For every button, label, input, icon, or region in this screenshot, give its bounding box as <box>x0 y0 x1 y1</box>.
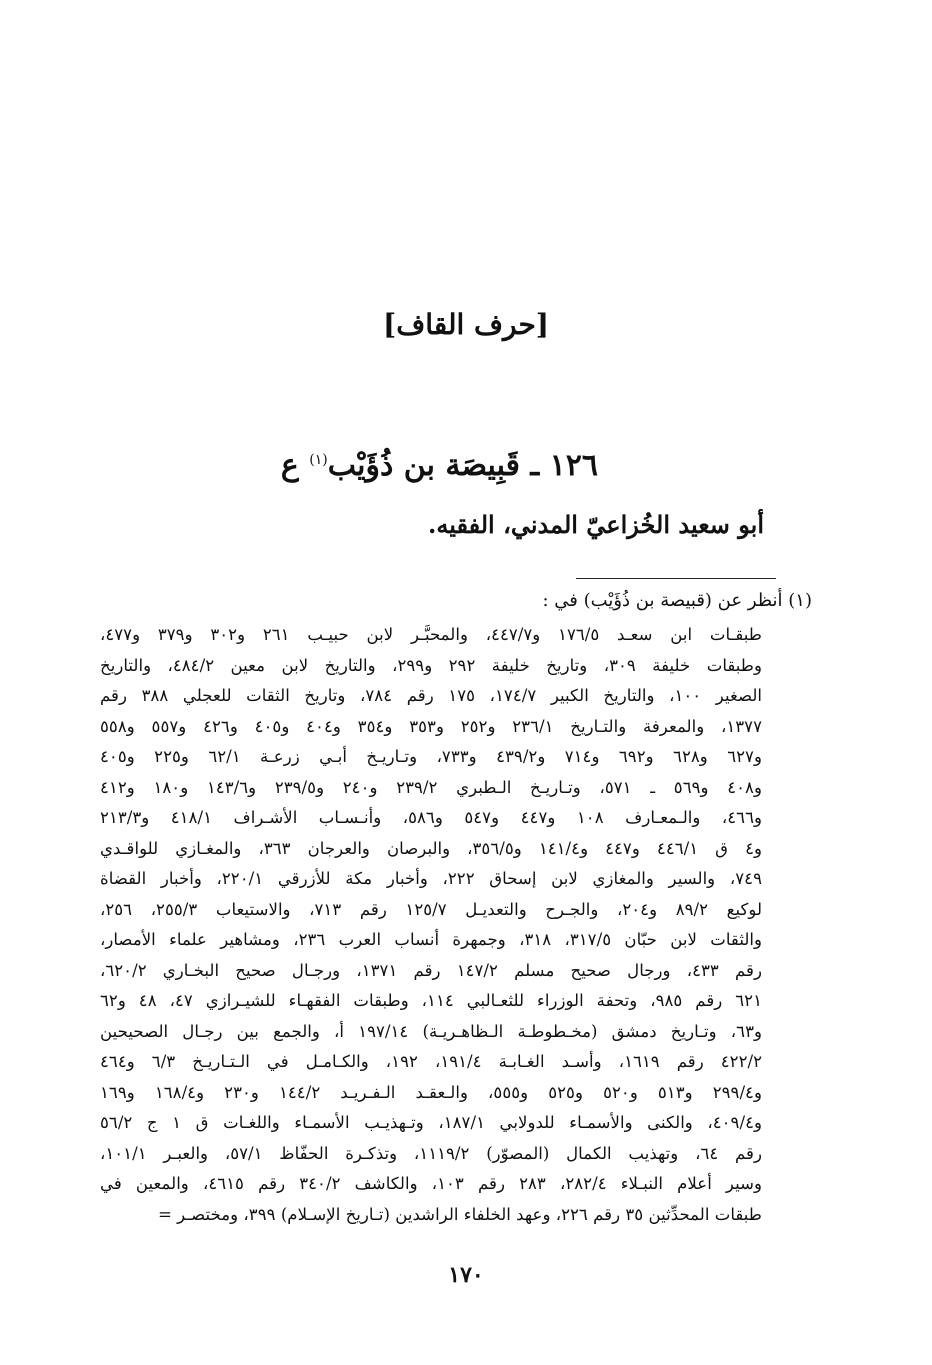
footnote-line: و٤٦٦، والـمعـارف ١٠٨ و٤٤٧ و٥٤٧ و٥٨٦، وأنـسـاب الأشـراف ٤١٨/١ و٢١٣/٣ <box>100 808 762 827</box>
entry-title-text: ١٢٦ ـ قَبِيصَة بن ذُؤَيْب <box>327 448 598 483</box>
footnote-separator <box>576 578 776 579</box>
entry-subtitle: أبو سعيد الخُزاعيّ المدني، الفقيه. <box>427 510 764 539</box>
footnote-line: ٦٢١ رقم ٩٨٥، وتحفة الوزراء للثعـالبي ١١٤، وطبقات الفقهـاء للشيـرازي ٤٧، ٤٨ و٦٢ <box>100 991 762 1010</box>
footnote-line: ٧٤٩، والسير والمغازي لابن إسحاق ٢٢٢، وأخبار مكة للأزرقي ٢٢٠/١، وأخبار القضاة <box>100 869 762 888</box>
footnote-lead: (١) أنظر عن (قبيصة بن ذُؤَيْب) في : <box>542 590 812 611</box>
section-heading: [حرف القاف] <box>382 308 550 341</box>
footnote-line: طبقات المحدِّثين ٣٥ رقم ٢٢٦، وعهد الخلفاء الراشدين (تـاريخ الإسـلام) ٣٩٩، ومختصـر = <box>157 1204 762 1224</box>
footnote-marker: (١) <box>309 452 328 468</box>
page-number: ١٧٠ <box>448 1262 484 1288</box>
footnote-line: طبقـات ابن سعـد ١٧٦/٥ و٤٤٧/٧، والمحبَّـر لابن حبيـب ٢٦١ و٣٠٢ و٣٧٩ و٤٧٧، <box>100 625 762 644</box>
entry-code: ع <box>280 448 310 483</box>
footnote-line: و٤ ق ٤٤٦/١ و٤٤٧ و١٤١/٤ و٣٥٦/٥، والبرصان والعرجان ٣٦٣، والمغـازي للواقـدي <box>100 838 762 858</box>
footnote-line: الصغير ١٠٠، والتاريخ الكبير ١٧٤/٧، ١٧٥ رقم ٧٨٤، وتاريخ الثقات للعجلي ٣٨٨ رقم <box>100 686 762 705</box>
footnote-line: و٦٢٧ و٦٢٨ و٦٩٢ و٧١٤ و٤٣٩/٢ و٧٣٣، وتـاريـخ أبـي زرعـة ٦٢/١ و٢٢٥ و٤٠٥ <box>100 747 762 766</box>
footnote-line: و٤٠٩/٤، والكنى والأسمـاء للدولابي ١٨٧/١، وتـهذيـب الأسمـاء واللغـات ق ١ ج ٥٦/٢ <box>100 1113 762 1132</box>
footnote-line: ٤٢٢/٢ رقم ١٦١٩، وأسـد الغـابـة ١٩١/٤، ١٩٢، والكـامـل في الـتـاريـخ ٦/٣ و٤٦٤ <box>100 1052 762 1071</box>
footnote-line: و٦٣، وتـاريخ دمشق (مخـطوطـة الـظاهـريـة) ١٩٧/١٤ أ، والجمع بين رجـال الصحيحين <box>100 1021 762 1041</box>
footnote-line: رقم ٦٤، وتهذيب الكمال (المصوّر) ١١١٩/٢، وتذكـرة الحفّاظ ٥٧/١، والعبـر ١٠١/١، <box>100 1143 762 1163</box>
footnote-line: و٢٩٩/٤ و٥١٣ و٥٢٠ و٥٢٥ و٥٥٥، والـعقـد الـفـريـد ١٤٤/٢ و٢٣٠ و١٦٨/٤ و١٦٩ <box>100 1082 762 1102</box>
footnote-line: رقم ٤٣٣، ورجال صحيح مسلم ١٤٧/٢ رقم ١٣٧١، ورجـال صحيح البخـاري ٦٢٠/٢، <box>100 960 762 980</box>
footnote-line: وسير أعلام النبـلاء ٢٨٢/٤، ٢٨٣ رقم ١٠٣، والكاشف ٣٤٠/٢ رقم ٤٦١٥، والمعين في <box>100 1174 762 1193</box>
footnote-line: و٤٠٨ و٥٦٩ ـ ٥٧١، وتـاريـخ الـطبري ٢٣٩/٢ و٢٤٠ و٢٣٩/٥ و١٤٣/٦ و١٨٠ و٤١٢ <box>100 777 762 797</box>
footnote-line: والثقات لابن حبّان ٣١٧/٥، ٣١٨، وجمهرة أنساب العرب ٢٣٦، ومشاهير علماء الأمصار، <box>100 930 762 949</box>
entry-title <box>281 448 598 483</box>
footnote-line: لوكيع ٨٩/٢ و٢٠٤، والجـرح والتعديـل ١٢٥/٧ رقم ٧١٣، والاستيعاب ٢٥٥/٣، ٢٥٦، <box>100 899 762 919</box>
footnote-body <box>100 620 762 1230</box>
footnote-line: وطبقات خليفة ٣٠٩، وتاريخ خليفة ٢٩٢ و٢٩٩، والتاريخ لابن معين ٤٨٤/٢، والتاريخ <box>100 655 762 675</box>
footnote-line: ١٣٧٧، والمعرفة والتـاريخ ٢٣٦/١ و٢٥٢ و٣٥٣ و٣٥٤ و٤٠٤ و٤٠٥ و٤٢٦ و٥٥٧ و٥٥٨ <box>100 716 762 736</box>
